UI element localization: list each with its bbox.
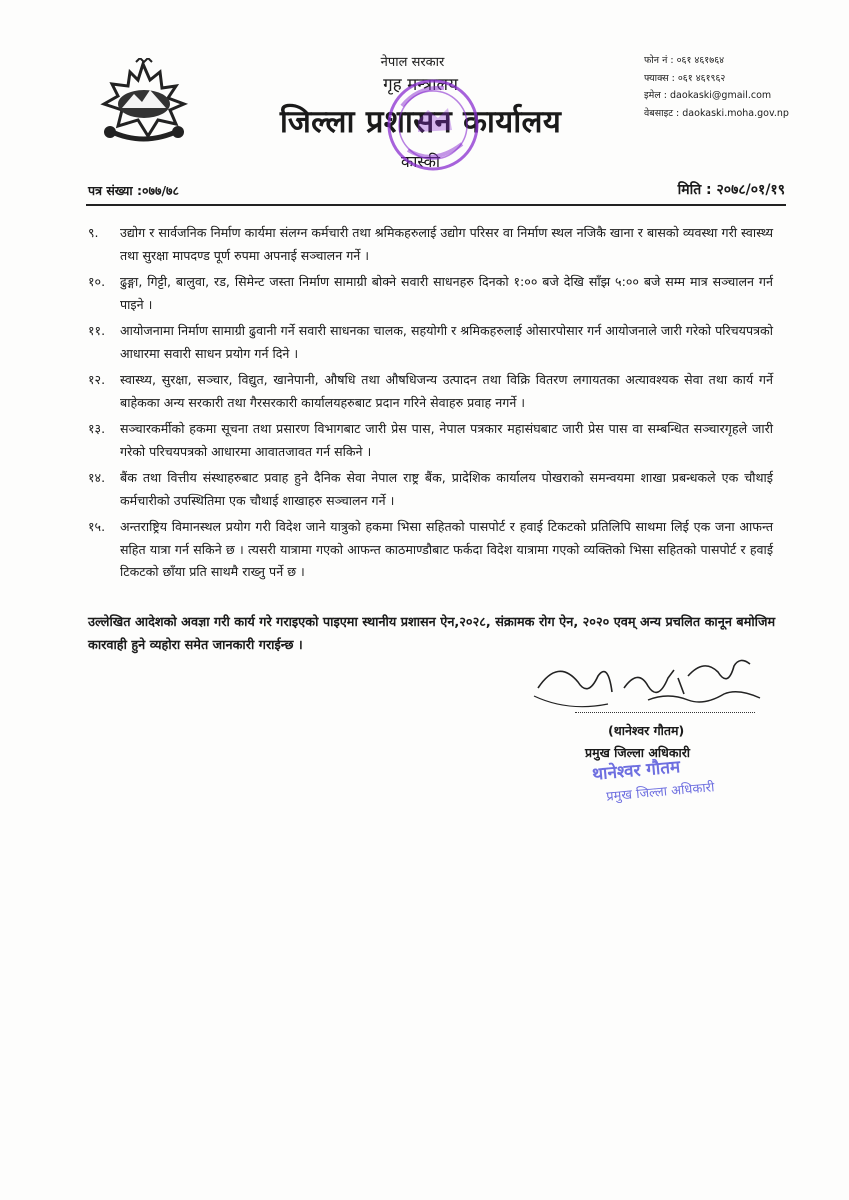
letter-date: मिति : २०७८/०१/१९ <box>677 182 785 198</box>
government-name: नेपाल सरकार <box>380 55 445 70</box>
signatory-name: (थानेश्वर गौतम) <box>608 723 685 738</box>
list-item <box>88 369 773 414</box>
item-text: स्वास्थ्य, सुरक्षा, सञ्चार, विद्युत, खानेपानी, औषधि तथा औषधिजन्य उत्पादन तथा विक्रि वितरण लगायतका अत्यावश्यक सेवा तथा कार्य गर्ने बाहेकका अन्य सरकारी तथा गैरसरकारी कार्यालयहरुबाट प्रदान गरिने सेवाहरु प्रवाह नगर्ने । <box>120 372 773 410</box>
item-text: उद्योग र सार्वजनिक निर्माण कार्यमा संलग्न कर्मचारी तथा श्रमिकहरुलाई उद्योग परिसर वा निर्माण स्थल नजिकै खाना र बासको व्यवस्था गरी स्वास्थ्य तथा सुरक्षा मापदण्ड पूर्ण रुपमा अपनाई सञ्चालन गर्ने । <box>120 225 773 263</box>
list-item <box>88 271 773 316</box>
item-number: १३. <box>88 421 106 436</box>
ministry-name: गृह मन्त्रालय <box>383 75 458 95</box>
item-number: १०. <box>88 274 106 289</box>
order-items-list <box>88 222 773 588</box>
contact-block <box>644 52 789 122</box>
item-text: ढुङ्गा, गिट्टी, बालुवा, रड, सिमेन्ट जस्ता निर्माण सामाग्री बोक्ने सवारी साधनहरु दिनको १:०० बजे देखि साँझ ५:०० बजे सम्म मात्र सञ्चालन गर्न पाइने । <box>120 274 773 312</box>
list-item <box>88 418 773 463</box>
list-item <box>88 222 773 267</box>
list-item <box>88 467 773 512</box>
office-name: जिल्ला प्रशासन कार्यालय <box>279 104 562 140</box>
item-text: बैंक तथा वित्तीय संस्थाहरुबाट प्रवाह हुने दैनिक सेवा नेपाल राष्ट्र बैंक, प्रादेशिक कार्यालय पोखराको समन्वयमा शाखा प्रबन्धकले एक चौथाई कर्मचारीको उपस्थितिमा एक चौथाई शाखाहरु सञ्चालन गर्ने । <box>120 470 773 508</box>
contact-website: वेबसाइट : daokaski.moha.gov.np <box>644 107 789 119</box>
item-text: सञ्चारकर्मीको हकमा सूचना तथा प्रसारण विभागबाट जारी प्रेस पास, नेपाल पत्रकार महासंघबाट जारी प्रेस पास वा सम्बन्धित सञ्चारगृहले जारी गरेको परिचयपत्रको आधारमा आवातजावत गर्न सकिने । <box>120 421 773 459</box>
contact-email: इमेल : daokaski@gmail.com <box>644 90 772 101</box>
letter-number: पत्र संख्या :०७७/७८ <box>88 183 180 198</box>
closing-note: उल्लेखित आदेशको अवज्ञा गरी कार्य गरे गराइएको पाइएमा स्थानीय प्रशासन ऐन,२०२८, संक्रामक रोग ऐन, २०२० एवम् अन्य प्रचलित कानून बमोजिम कारवाही हुने व्यहोरा समेत जानकारी गराईन्छ । <box>88 615 776 653</box>
item-number: ११. <box>88 323 106 338</box>
list-item <box>88 516 773 584</box>
item-number: १२. <box>88 372 106 387</box>
item-text: अन्तराष्ट्रिय विमानस्थल प्रयोग गरी विदेश जाने यात्रुको हकमा भिसा सहितको पासपोर्ट र हवाई टिकटको प्रतिलिपि साथमा लिई एक जना आफन्त सहित यात्रा गर्न सकिने छ । त्यसरी यात्रामा गएको आफन्त काठमाण्डौबाट फर्कदा विदेश यात्रामा गएको व्यक्तिको भिसा सहितको पासपोर्ट र हवाई टिकटको छाँया प्रति साथमै राख्नु पर्ने छ । <box>120 519 773 579</box>
contact-phone: फोन नं : ०६१ ४६१७६४ <box>644 55 725 66</box>
list-item <box>88 320 773 365</box>
office-seal-stamp <box>378 70 488 180</box>
signature-line <box>575 712 755 713</box>
name-stamp: थानेश्वर गौतम <box>591 757 681 785</box>
title-stamp: प्रमुख जिल्ला अधिकारी <box>605 780 716 805</box>
item-text: आयोजनामा निर्माण सामाग्री ढुवानी गर्ने सवारी साधनका चालक, सहयोगी र श्रमिकहरुलाई ओसारपोसार गर्न आयोजनाले जारी गरेको परिचयपत्रको आधारमा सवारी साधन प्रयोग गर्न दिने । <box>120 323 773 361</box>
item-number: ९. <box>88 225 99 240</box>
signatory-title: प्रमुख जिल्ला अधिकारी <box>585 745 691 760</box>
district-name: कास्की <box>400 152 441 171</box>
handwritten-signature <box>528 648 778 718</box>
item-number: १४. <box>88 470 106 485</box>
contact-fax: फ्याक्स : ०६१ ४६१९६२ <box>644 72 726 84</box>
header-divider <box>86 204 786 206</box>
item-number: १५. <box>88 519 106 534</box>
